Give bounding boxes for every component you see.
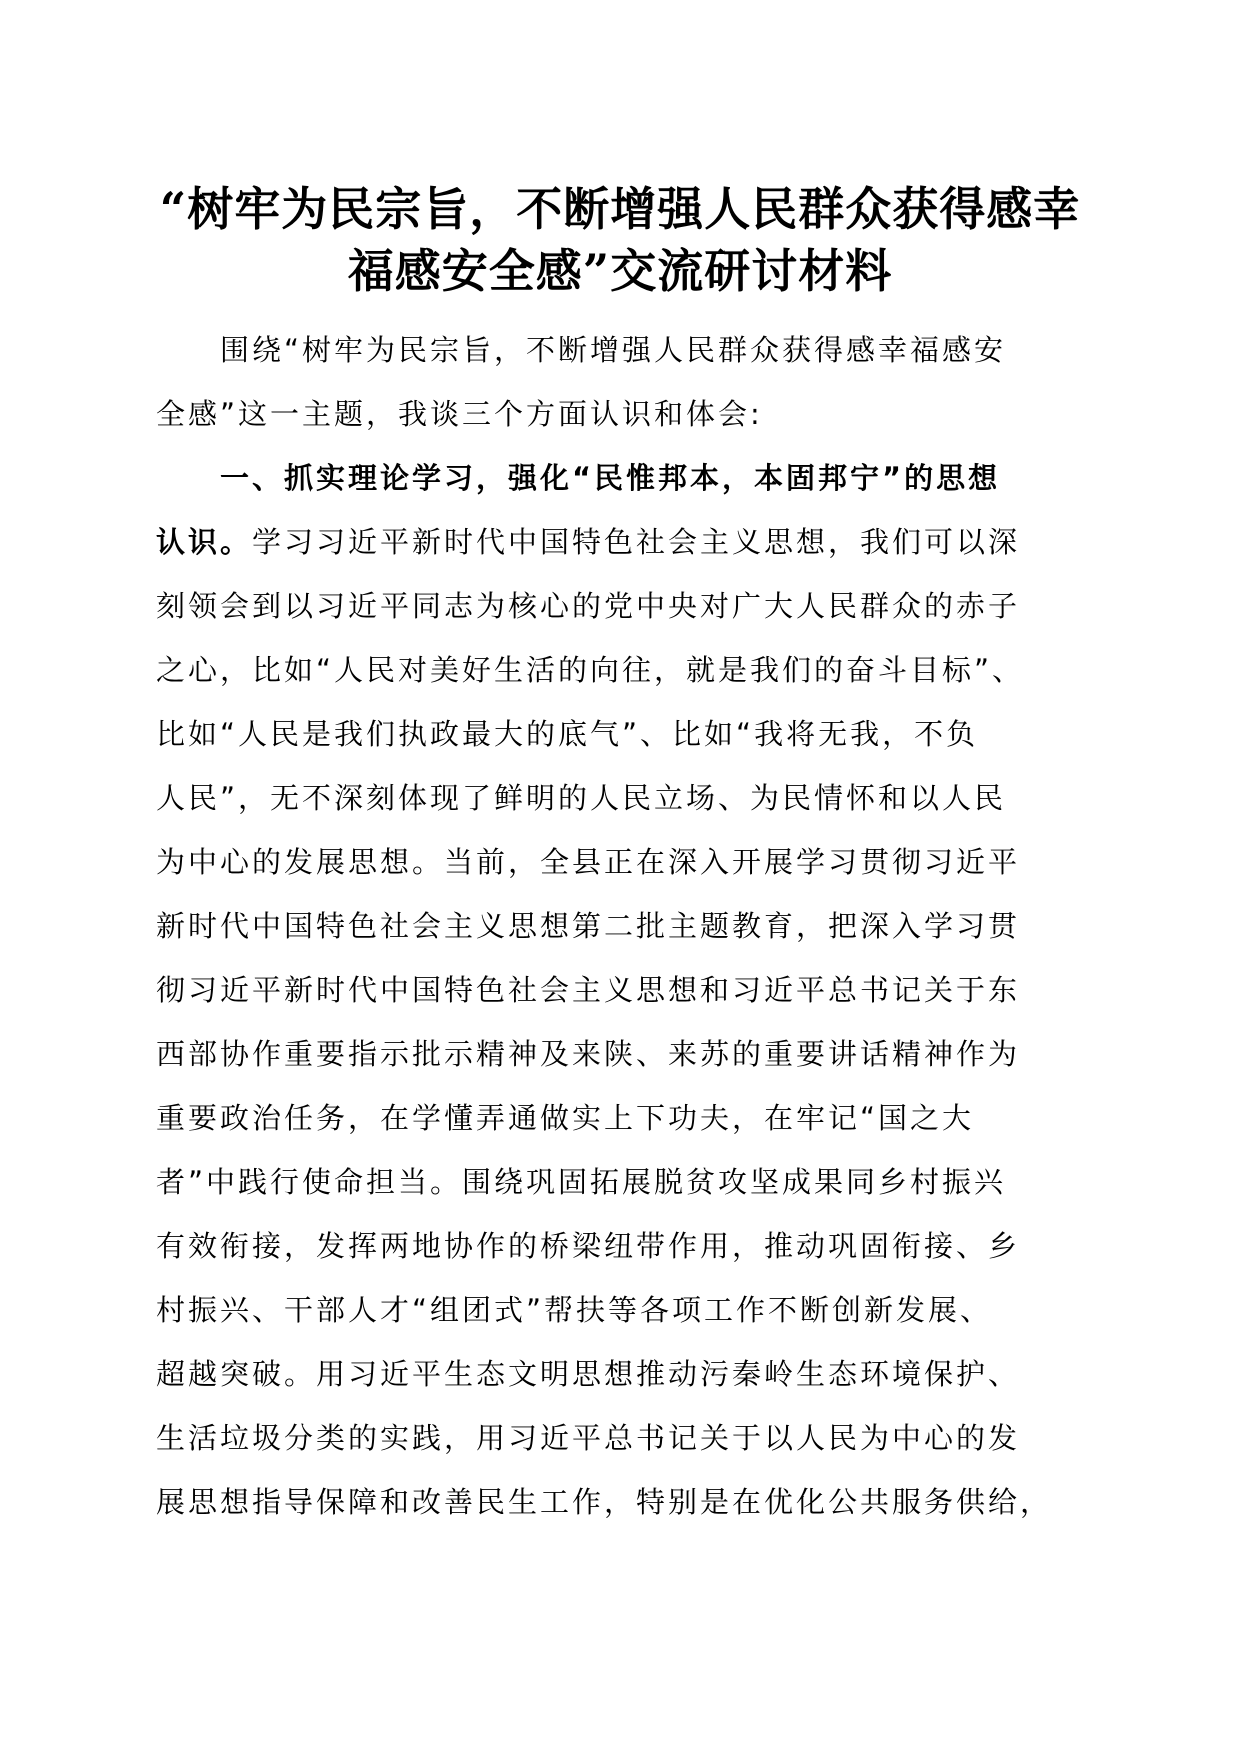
section-1-heading: 一、抓实理论学习，强化“民惟邦本，本固邦宁”的思想 <box>220 461 1001 495</box>
intro-line-2: 全感”这一主题，我谈三个方面认识和体会: <box>156 397 763 431</box>
paragraph-line: 比如“人民是我们执政最大的底气”、比如“我将无我，不负 <box>156 717 979 751</box>
paragraph-line: 人民”，无不深刻体现了鲜明的人民立场、为民情怀和以人民 <box>156 781 1007 815</box>
section-1-line-1-text: 学习习近平新时代中国特色社会主义思想，我们可以深 <box>252 525 1021 559</box>
document-body <box>156 318 1056 1534</box>
document-title <box>150 178 1090 302</box>
paragraph-line: 新时代中国特色社会主义思想第二批主题教育，把深入学习贯 <box>156 909 1021 943</box>
paragraph-line: 有效衔接，发挥两地协作的桥梁纽带作用，推动巩固衔接、乡 <box>156 1229 1021 1263</box>
title-line-1: “树牢为民宗旨，不断增强人民群众获得感幸 <box>159 182 1081 236</box>
paragraph-line: 生活垃圾分类的实践，用习近平总书记关于以人民为中心的发 <box>156 1421 1021 1455</box>
section-1-heading-end: 认识。 <box>156 525 253 559</box>
paragraph-line: 刻领会到以习近平同志为核心的党中央对广大人民群众的赤子 <box>156 589 1021 623</box>
paragraph-line: 为中心的发展思想。当前，全县正在深入开展学习贯彻习近平 <box>156 845 1021 879</box>
paragraph-line: 展思想指导保障和改善民生工作，特别是在优化公共服务供给， <box>156 1485 1053 1519</box>
paragraph-line: 西部协作重要指示批示精神及来陕、来苏的重要讲话精神作为 <box>156 1037 1021 1071</box>
paragraph-line: 者”中践行使命担当。围绕巩固拓展脱贫攻坚成果同乡村振兴 <box>156 1165 1007 1199</box>
section-1-line-1 <box>156 510 1056 574</box>
paragraph-line: 超越突破。用习近平生态文明思想推动污秦岭生态环境保护、 <box>156 1357 1021 1391</box>
paragraph-line: 彻习近平新时代中国特色社会主义思想和习近平总书记关于东 <box>156 973 1021 1007</box>
paragraph-line: 村振兴、干部人才“组团式”帮扶等各项工作不断创新发展、 <box>156 1293 993 1327</box>
paragraph-line: 之心，比如“人民对美好生活的向往，就是我们的奋斗目标”、 <box>156 653 1025 687</box>
paragraph-line: 重要政治任务，在学懂弄通做实上下功夫，在牢记“国之大 <box>156 1101 975 1135</box>
intro-line-1: 围绕“树牢为民宗旨，不断增强人民群众获得感幸福感安 <box>220 333 1007 367</box>
title-line-2: 福感安全感”交流研讨材料 <box>347 244 893 298</box>
